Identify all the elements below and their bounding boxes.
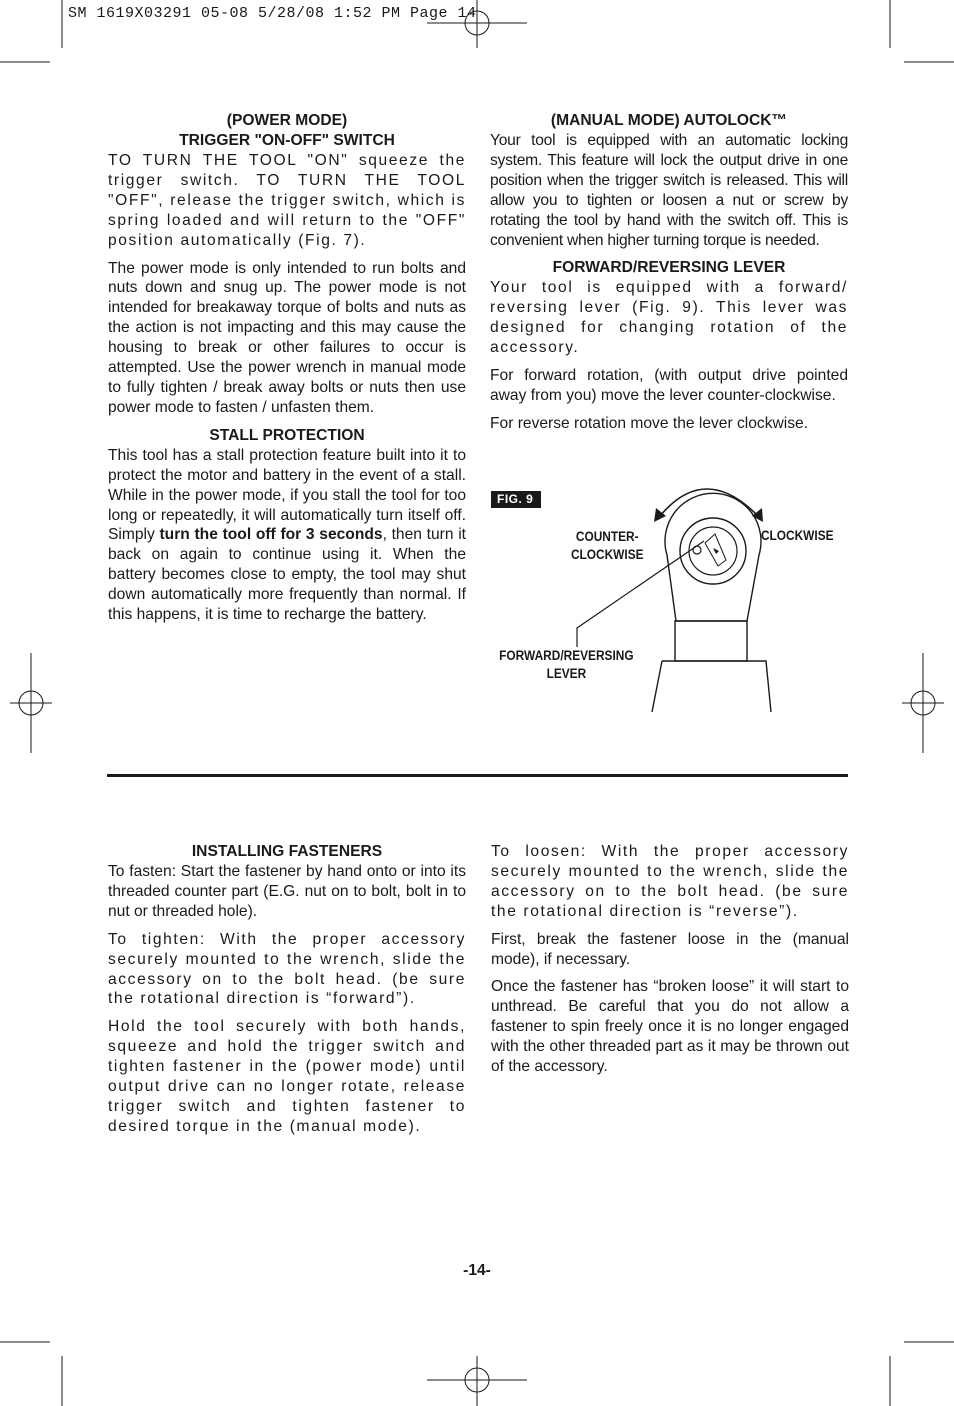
- paragraph-stall-protection: [108, 446, 466, 625]
- printer-slug: SM 1619X03291 05-08 5/28/08 1:52 PM Page 14: [68, 5, 477, 22]
- registration-target-bottom: [427, 1356, 527, 1406]
- stall-text-1: This tool has a stall protection feature built into it to protect the motor and battery in the event of a stall. While in the power mode, if you stall the tool for too long or repeatedly, it will automatically turn itself off. Simply: [108, 446, 466, 544]
- paragraph-trigger-switch: TO TURN THE TOOL "ON" squeeze the trigger switch. TO TURN THE TOOL "OFF", release the trigger switch, which is spring loaded and will return to the "OFF" position automatically (Fig. 7).: [108, 152, 466, 249]
- label-counter-line1: COUNTER-: [575, 529, 639, 544]
- paragraph-forward-rotation: For forward rotation, (with output drive pointed away from you) move the lever counter-clockwise.: [490, 367, 848, 404]
- heading-forward-reversing-lever: FORWARD/REVERSING LEVER: [552, 259, 786, 277]
- arrow-clockwise-head: [752, 508, 763, 522]
- column-loosening: [491, 842, 849, 1085]
- label-forward-reversing-lever: [499, 647, 633, 683]
- figure-9-illustration: [488, 480, 848, 720]
- column-installing-fasteners: [108, 842, 466, 1145]
- heading-installing-fasteners: INSTALLING FASTENERS: [191, 843, 383, 860]
- registration-target-left: [10, 653, 52, 753]
- heading-stall-protection: STALL PROTECTION: [209, 426, 365, 444]
- label-clockwise: CLOCKWISE: [760, 528, 834, 543]
- column-power-mode: [108, 111, 466, 633]
- paragraph-hold-tool: Hold the tool securely with both hands, squeeze and hold the trigger switch and tighten fastener in the (power mode) until output drive can no longer rotate, release trigger switch and tighten fastener to desired torque in the (manual mode).: [108, 1018, 466, 1135]
- paragraph-power-mode-usage: The power mode is only intended to run bolts and nuts down and snug up. The power mode is not intended for breakaway torque of bolts and nuts as the action is not impacting and this may cause the housing to break or other failures to occur is attempted. Use the power wrench in manual mode to fully tighten / break away bolts or nuts then use power mode to fasten / unfasten them.: [108, 259, 466, 416]
- section-divider: [107, 774, 848, 777]
- paragraph-to-tighten: To tighten: With the proper accessory securely mounted to the wrench, slide the accessory on to the bolt head. (be sure the rotational direction is “forward”).: [108, 930, 466, 1008]
- label-lever-line2: LEVER: [546, 666, 587, 681]
- column-autolock: [490, 111, 848, 442]
- stall-text-2: , then turn it back on again to continue using it. When the battery becomes close to empty, the tool may shut down automatically more frequently than normal. If this happens, it is time to recharge the battery.: [108, 526, 466, 624]
- paragraph-reverse-rotation: For reverse rotation move the lever clockwise.: [490, 414, 809, 432]
- heading-power-mode: (POWER MODE): [226, 112, 348, 129]
- figure-tag: FIG. 9: [491, 491, 541, 508]
- label-counter-line2: CLOCKWISE: [570, 547, 644, 562]
- stall-text-bold: turn the tool off for 3 seconds: [159, 526, 383, 544]
- registration-target-right: [902, 653, 944, 753]
- paragraph-break-loose: First, break the fastener loose in the (manual mode), if necessary.: [491, 930, 849, 968]
- paragraph-to-fasten: To fasten: Start the fastener by hand onto or into its threaded counter part (E.G. nut on to bolt, bolt in to nut or threaded hole).: [108, 863, 466, 920]
- paragraph-unthread-caution: Once the fastener has “broken loose” it will start to unthread. Be careful that you do not allow a fastener to spin freely once it is no longer engaged with the other threaded part as it may be thrown out of the accessory.: [491, 978, 849, 1076]
- label-lever-line1: FORWARD/REVERSING: [499, 648, 634, 663]
- heading-autolock: (MANUAL MODE) AUTOLOCK™: [550, 112, 788, 129]
- page-number: -14-: [463, 1262, 491, 1279]
- label-counter-clockwise: [571, 528, 644, 564]
- paragraph-lever-intro: Your tool is equipped with a forward/ reversing lever (Fig. 9). This lever was designed for changing rotation of the accessory.: [490, 279, 848, 357]
- paragraph-autolock: Your tool is equipped with an automatic locking system. This feature will lock the output drive in one position when the trigger switch is released. This will allow you to tighten or loosen a nut or screw by rotating the tool by hand with the switch off. This is convenient when higher turning torque is needed.: [490, 132, 848, 249]
- heading-trigger-switch: TRIGGER "ON-OFF" SWITCH: [179, 132, 395, 149]
- paragraph-to-loosen: To loosen: With the proper accessory securely mounted to the wrench, slide the accessory on to the bolt head. (be sure the rotational direction is “reverse”).: [491, 843, 849, 920]
